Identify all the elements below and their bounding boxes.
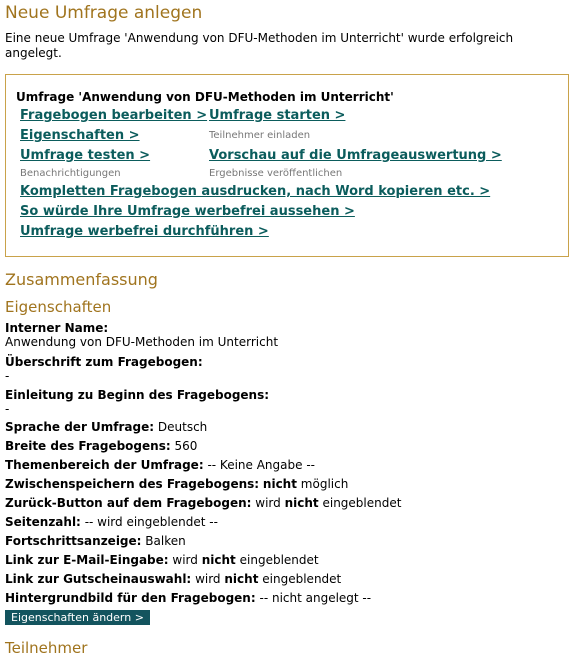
background-image-value: -- nicht angelegt -- bbox=[259, 591, 372, 605]
heading-label: Überschrift zum Fragebogen: bbox=[5, 355, 203, 369]
intro-label: Einleitung zu Beginn des Fragebogens: bbox=[5, 388, 270, 402]
email-link-row bbox=[5, 553, 319, 567]
voucher-link-label: Link zur Gutscheinauswahl: bbox=[5, 572, 192, 586]
back-button-label: Zurück-Button auf dem Fragebogen: bbox=[5, 496, 252, 510]
voucher-link-value-post: eingeblendet bbox=[262, 572, 342, 586]
topic-value: -- Keine Angabe -- bbox=[207, 458, 315, 472]
width-value: 560 bbox=[174, 439, 198, 453]
back-button-value-pre: wird bbox=[255, 496, 281, 510]
language-label: Sprache der Umfrage: bbox=[5, 420, 155, 434]
voucher-link-row bbox=[5, 572, 341, 586]
voucher-link-value-pre: wird bbox=[195, 572, 221, 586]
progress-row bbox=[5, 534, 186, 548]
back-button-value-post: eingeblendet bbox=[322, 496, 402, 510]
start-survey-link[interactable]: Umfrage starten > bbox=[209, 108, 346, 123]
page-number-value: -- wird eingeblendet -- bbox=[84, 515, 218, 529]
heading-value: - bbox=[5, 369, 10, 383]
print-questionnaire-link[interactable]: Kompletten Fragebogen ausdrucken, nach Word kopieren etc. > bbox=[20, 184, 491, 199]
cache-value-negation: nicht bbox=[262, 477, 297, 491]
page-number-row bbox=[5, 515, 218, 529]
background-image-row bbox=[5, 591, 371, 605]
back-button-value-negation: nicht bbox=[284, 496, 319, 510]
progress-value: Balken bbox=[145, 534, 186, 548]
participants-heading: Teilnehmer bbox=[5, 639, 88, 657]
adfree-preview-link[interactable]: So würde Ihre Umfrage werbefrei aussehen > bbox=[20, 204, 355, 219]
publish-results-label: Ergebnisse veröffentlichen bbox=[209, 168, 343, 179]
back-button-row bbox=[5, 496, 401, 510]
voucher-link-value-negation: nicht bbox=[224, 572, 259, 586]
test-survey-link[interactable]: Umfrage testen > bbox=[20, 148, 151, 163]
language-row bbox=[5, 420, 207, 434]
properties-link[interactable]: Eigenschaften > bbox=[20, 128, 140, 143]
notifications-label: Benachrichtigungen bbox=[20, 168, 121, 179]
survey-box-title: Umfrage 'Anwendung von DFU-Methoden im Unterricht' bbox=[16, 90, 394, 104]
cache-value: möglich bbox=[300, 477, 349, 491]
properties-heading: Eigenschaften bbox=[5, 298, 112, 316]
heading-row bbox=[5, 355, 203, 369]
cache-label: Zwischenspeichern des Fragebogens: bbox=[5, 477, 260, 491]
email-link-value-post: eingeblendet bbox=[239, 553, 319, 567]
edit-questionnaire-link[interactable]: Fragebogen bearbeiten > bbox=[20, 108, 208, 123]
intro-value: - bbox=[5, 402, 10, 416]
page-number-label: Seitenzahl: bbox=[5, 515, 81, 529]
page-title: Neue Umfrage anlegen bbox=[5, 3, 203, 23]
cache-row bbox=[5, 477, 348, 491]
topic-row bbox=[5, 458, 315, 472]
language-value: Deutsch bbox=[157, 420, 208, 434]
email-link-value-negation: nicht bbox=[201, 553, 236, 567]
email-link-value-pre: wird bbox=[172, 553, 198, 567]
internal-name-value: Anwendung von DFU-Methoden im Unterricht bbox=[5, 335, 279, 349]
internal-name-row bbox=[5, 321, 108, 335]
change-properties-button[interactable]: Eigenschaften ändern > bbox=[5, 610, 150, 625]
width-label: Breite des Fragebogens: bbox=[5, 439, 171, 453]
progress-label: Fortschrittsanzeige: bbox=[5, 534, 142, 548]
adfree-run-link[interactable]: Umfrage werbefrei durchführen > bbox=[20, 224, 269, 239]
invite-participants-label: Teilnehmer einladen bbox=[209, 130, 311, 141]
width-row bbox=[5, 439, 197, 453]
internal-name-label: Interner Name: bbox=[5, 321, 109, 335]
survey-actions-box bbox=[5, 74, 569, 257]
topic-label: Themenbereich der Umfrage: bbox=[5, 458, 204, 472]
summary-heading: Zusammenfassung bbox=[5, 270, 158, 289]
intro-row bbox=[5, 388, 269, 402]
preview-results-link[interactable]: Vorschau auf die Umfrageauswertung > bbox=[209, 148, 502, 163]
email-link-label: Link zur E-Mail-Eingabe: bbox=[5, 553, 169, 567]
background-image-label: Hintergrundbild für den Fragebogen: bbox=[5, 591, 256, 605]
success-message: Eine neue Umfrage 'Anwendung von DFU-Methoden im Unterricht' wurde erfolgreich angelegt. bbox=[5, 31, 514, 60]
